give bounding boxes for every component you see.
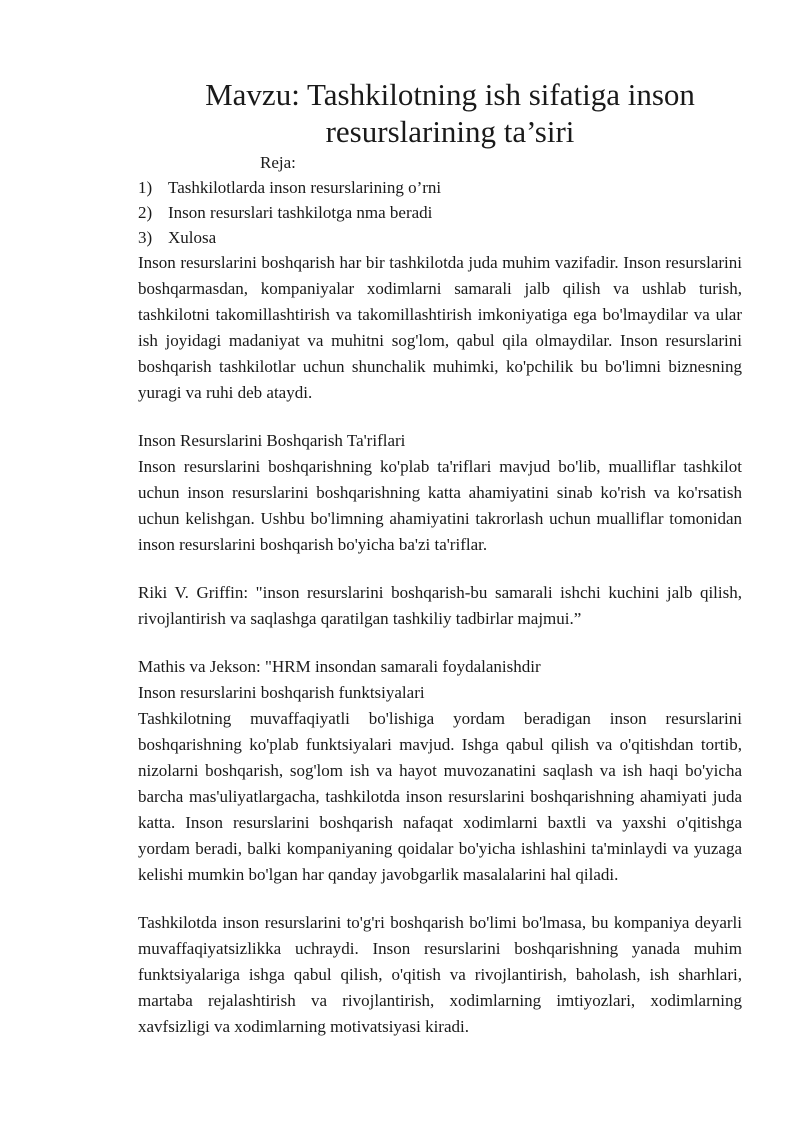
- list-item: [138, 225, 742, 250]
- list-item-text: Xulosa: [168, 228, 217, 247]
- list-item-number: 1): [138, 178, 153, 197]
- list-item-text: Inson resurslari tashkilotga nma beradi: [168, 203, 433, 222]
- functions-heading: Inson resurslarini boshqarish funktsiyalari: [138, 683, 425, 702]
- list-item: [138, 175, 742, 200]
- definitions-paragraph: Inson resurslarini boshqarishning ko'plab ta'riflari mavjud bo'lib, mualliflar tashkilot uchun inson resurslarini boshqarishning katta ahamiyatini sinab ko'rish va ko'rsatish uchun kelishgan. Ushbu bo'limning ahamiyatini takrorlash uchun mualliflar tomonidan inson resurslarini boshqarish bo'yicha ba'zi ta'riflar.: [138, 457, 742, 554]
- mathis-quote: Mathis va Jekson: "HRM insondan samarali foydalanishdir: [138, 657, 541, 676]
- list-item-number: 2): [138, 203, 153, 222]
- plan-heading: Reja:: [260, 153, 296, 172]
- paragraph-gap: [138, 406, 742, 428]
- department-paragraph: Tashkilotda inson resurslarini to'g'ri boshqarish bo'limi bo'lmasa, bu kompaniya deyarli muvaffaqiyatsizlikka uchraydi. Inson resurslarini boshqarishning yanada muhim funktsiyalariga ishga qabul qilish, o'qitish va rivojlantirish, baholash, ish sharhlari, martaba rejalashtirish va rivojlantirish, xodimlarning imtiyozlari, xodimlarning xavfsizligi va xodimlarning motivatsiyasi kiradi.: [138, 913, 742, 1036]
- paragraph-gap: [138, 632, 742, 654]
- document-title: Mavzu: Tashkilotning ish sifatiga inson resurslarining ta’siri: [205, 77, 695, 149]
- definitions-heading: Inson Resurslarini Boshqarish Ta'riflari: [138, 431, 406, 450]
- paragraph-gap: [138, 888, 742, 910]
- list-item: [138, 200, 742, 225]
- paragraph-gap: [138, 558, 742, 580]
- functions-paragraph: Tashkilotning muvaffaqiyatli bo'lishiga yordam beradigan inson resurslarini boshqarishning ko'plab funktsiyalari mavjud. Ishga qabul qilish va o'qitishdan tortib, nizolarni boshqarish, sog'lom ish va hayot muvozanatini saqlash va ish haqi bo'yicha barcha mas'uliyatlargacha, tashkilotda inson resurslarini boshqarishning ahamiyati juda katta. Inson resurslarini boshqarish nafaqat xodimlarni baxtli va yaxshi o'qitishga yordam beradi, balki kompaniyaning qoidalar bo'yicha ishlashini ta'minlaydi va yuzaga kelishi mumkin bo'lgan har qanday javobgarlik masalalarini hal qiladi.: [138, 709, 742, 884]
- plan-list: [138, 175, 742, 250]
- intro-paragraph: Inson resurslarini boshqarish har bir tashkilotda juda muhim vazifadir. Inson resurslarini boshqarmasdan, kompaniyalar xodimlarni samarali jalb qilish va ushlab turish, tashkilotni takomillashtirish va takomillashtirish imkoniyatiga ega bo'lmaydilar va ular ish joyidagi madaniyat va muhitni sog'lom, qabul qila olmaydilar. Inson resurslarini boshqarish tashkilotlar uchun shunchalik muhimki, ko'pchilik bu bo'limni biznesning yuragi va ruhi deb ataydi.: [138, 253, 742, 402]
- griffin-quote: Riki V. Griffin: "inson resurslarini boshqarish-bu samarali ishchi kuchini jalb qilish, rivojlantirish va saqlashga qaratilgan tashkiliy tadbirlar majmui.”: [138, 583, 742, 628]
- list-item-number: 3): [138, 228, 153, 247]
- list-item-text: Tashkilotlarda inson resurslarining o’rni: [168, 178, 442, 197]
- document-page: [138, 76, 742, 1040]
